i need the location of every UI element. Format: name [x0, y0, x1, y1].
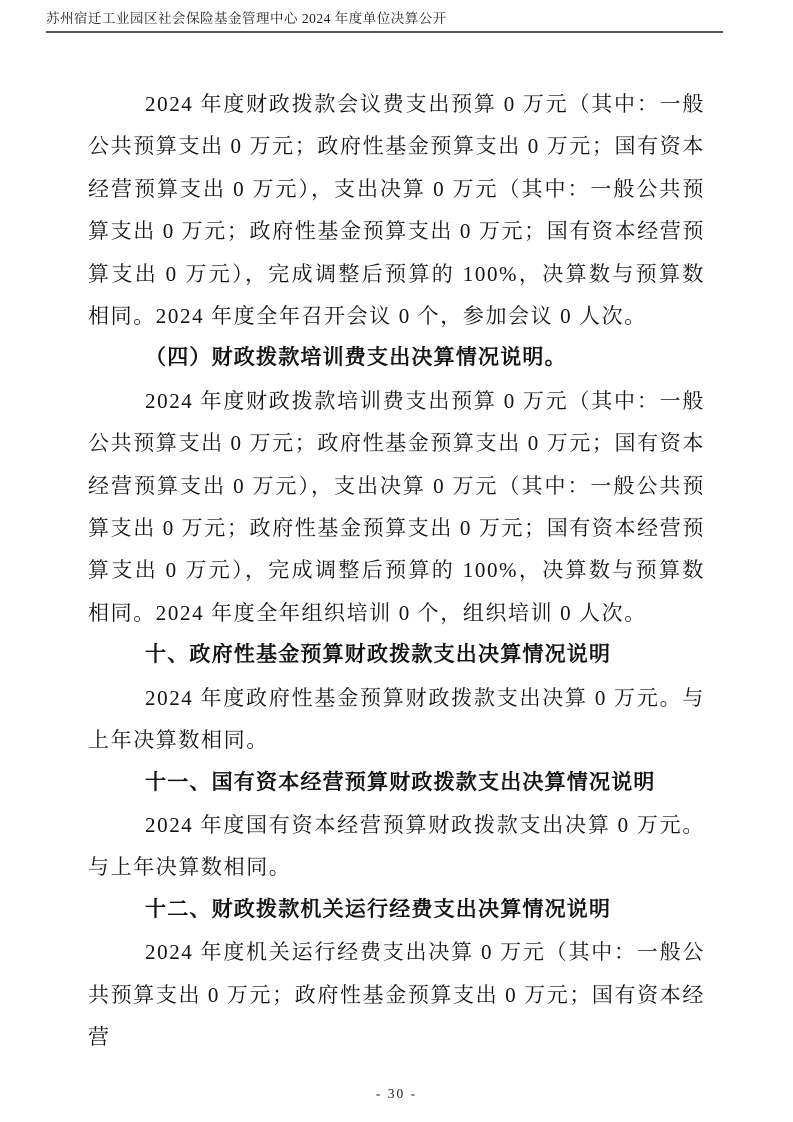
section-heading: 十一、国有资本经营预算财政拨款支出决算情况说明	[145, 770, 656, 794]
page-header-title: 苏州宿迁工业园区社会保险基金管理中心 2024 年度单位决算公开	[46, 11, 723, 33]
body-paragraph: 2024 年度机关运行经费支出决算 0 万元（其中：一般公共预算支出 0 万元；政府性基金预算支出 0 万元；国有资本经营	[88, 940, 705, 1049]
body-paragraph: 2024 年度政府性基金预算财政拨款支出决算 0 万元。与上年决算数相同。	[88, 685, 705, 753]
section-heading: （四）财政拨款培训费支出决算情况说明。	[145, 346, 567, 370]
body-paragraph: 2024 年度国有资本经营预算财政拨款支出决算 0 万元。与上年决算数相同。	[88, 812, 705, 880]
section-heading: 十二、财政拨款机关运行经费支出决算情况说明	[145, 897, 612, 921]
section-heading: 十、政府性基金预算财政拨款支出决算情况说明	[145, 643, 612, 667]
page-number: - 30 -	[375, 1086, 418, 1101]
document-body	[88, 83, 705, 1058]
body-paragraph: 2024 年度财政拨款会议费支出预算 0 万元（其中：一般公共预算支出 0 万元；政府性基金预算支出 0 万元；国有资本经营预算支出 0 万元），支出决算 0 万元（其中：一般公共预算支出 0 万元；政府性基金预算支出 0 万元；国有资本经营预算支出 0 万元），完成调整后预算的 100%，决算数与预算数相同。2024 年度全年召开会议 0 个，参加会议 0 人次。	[88, 92, 705, 329]
body-paragraph: 2024 年度财政拨款培训费支出预算 0 万元（其中：一般公共预算支出 0 万元；政府性基金预算支出 0 万元；国有资本经营预算支出 0 万元），支出决算 0 万元（其中：一般公共预算支出 0 万元；政府性基金预算支出 0 万元；国有资本经营预算支出 0 万元），完成调整后预算的 100%，决算数与预算数相同。2024 年度全年组织培训 0 个，组织培训 0 人次。	[88, 388, 705, 625]
